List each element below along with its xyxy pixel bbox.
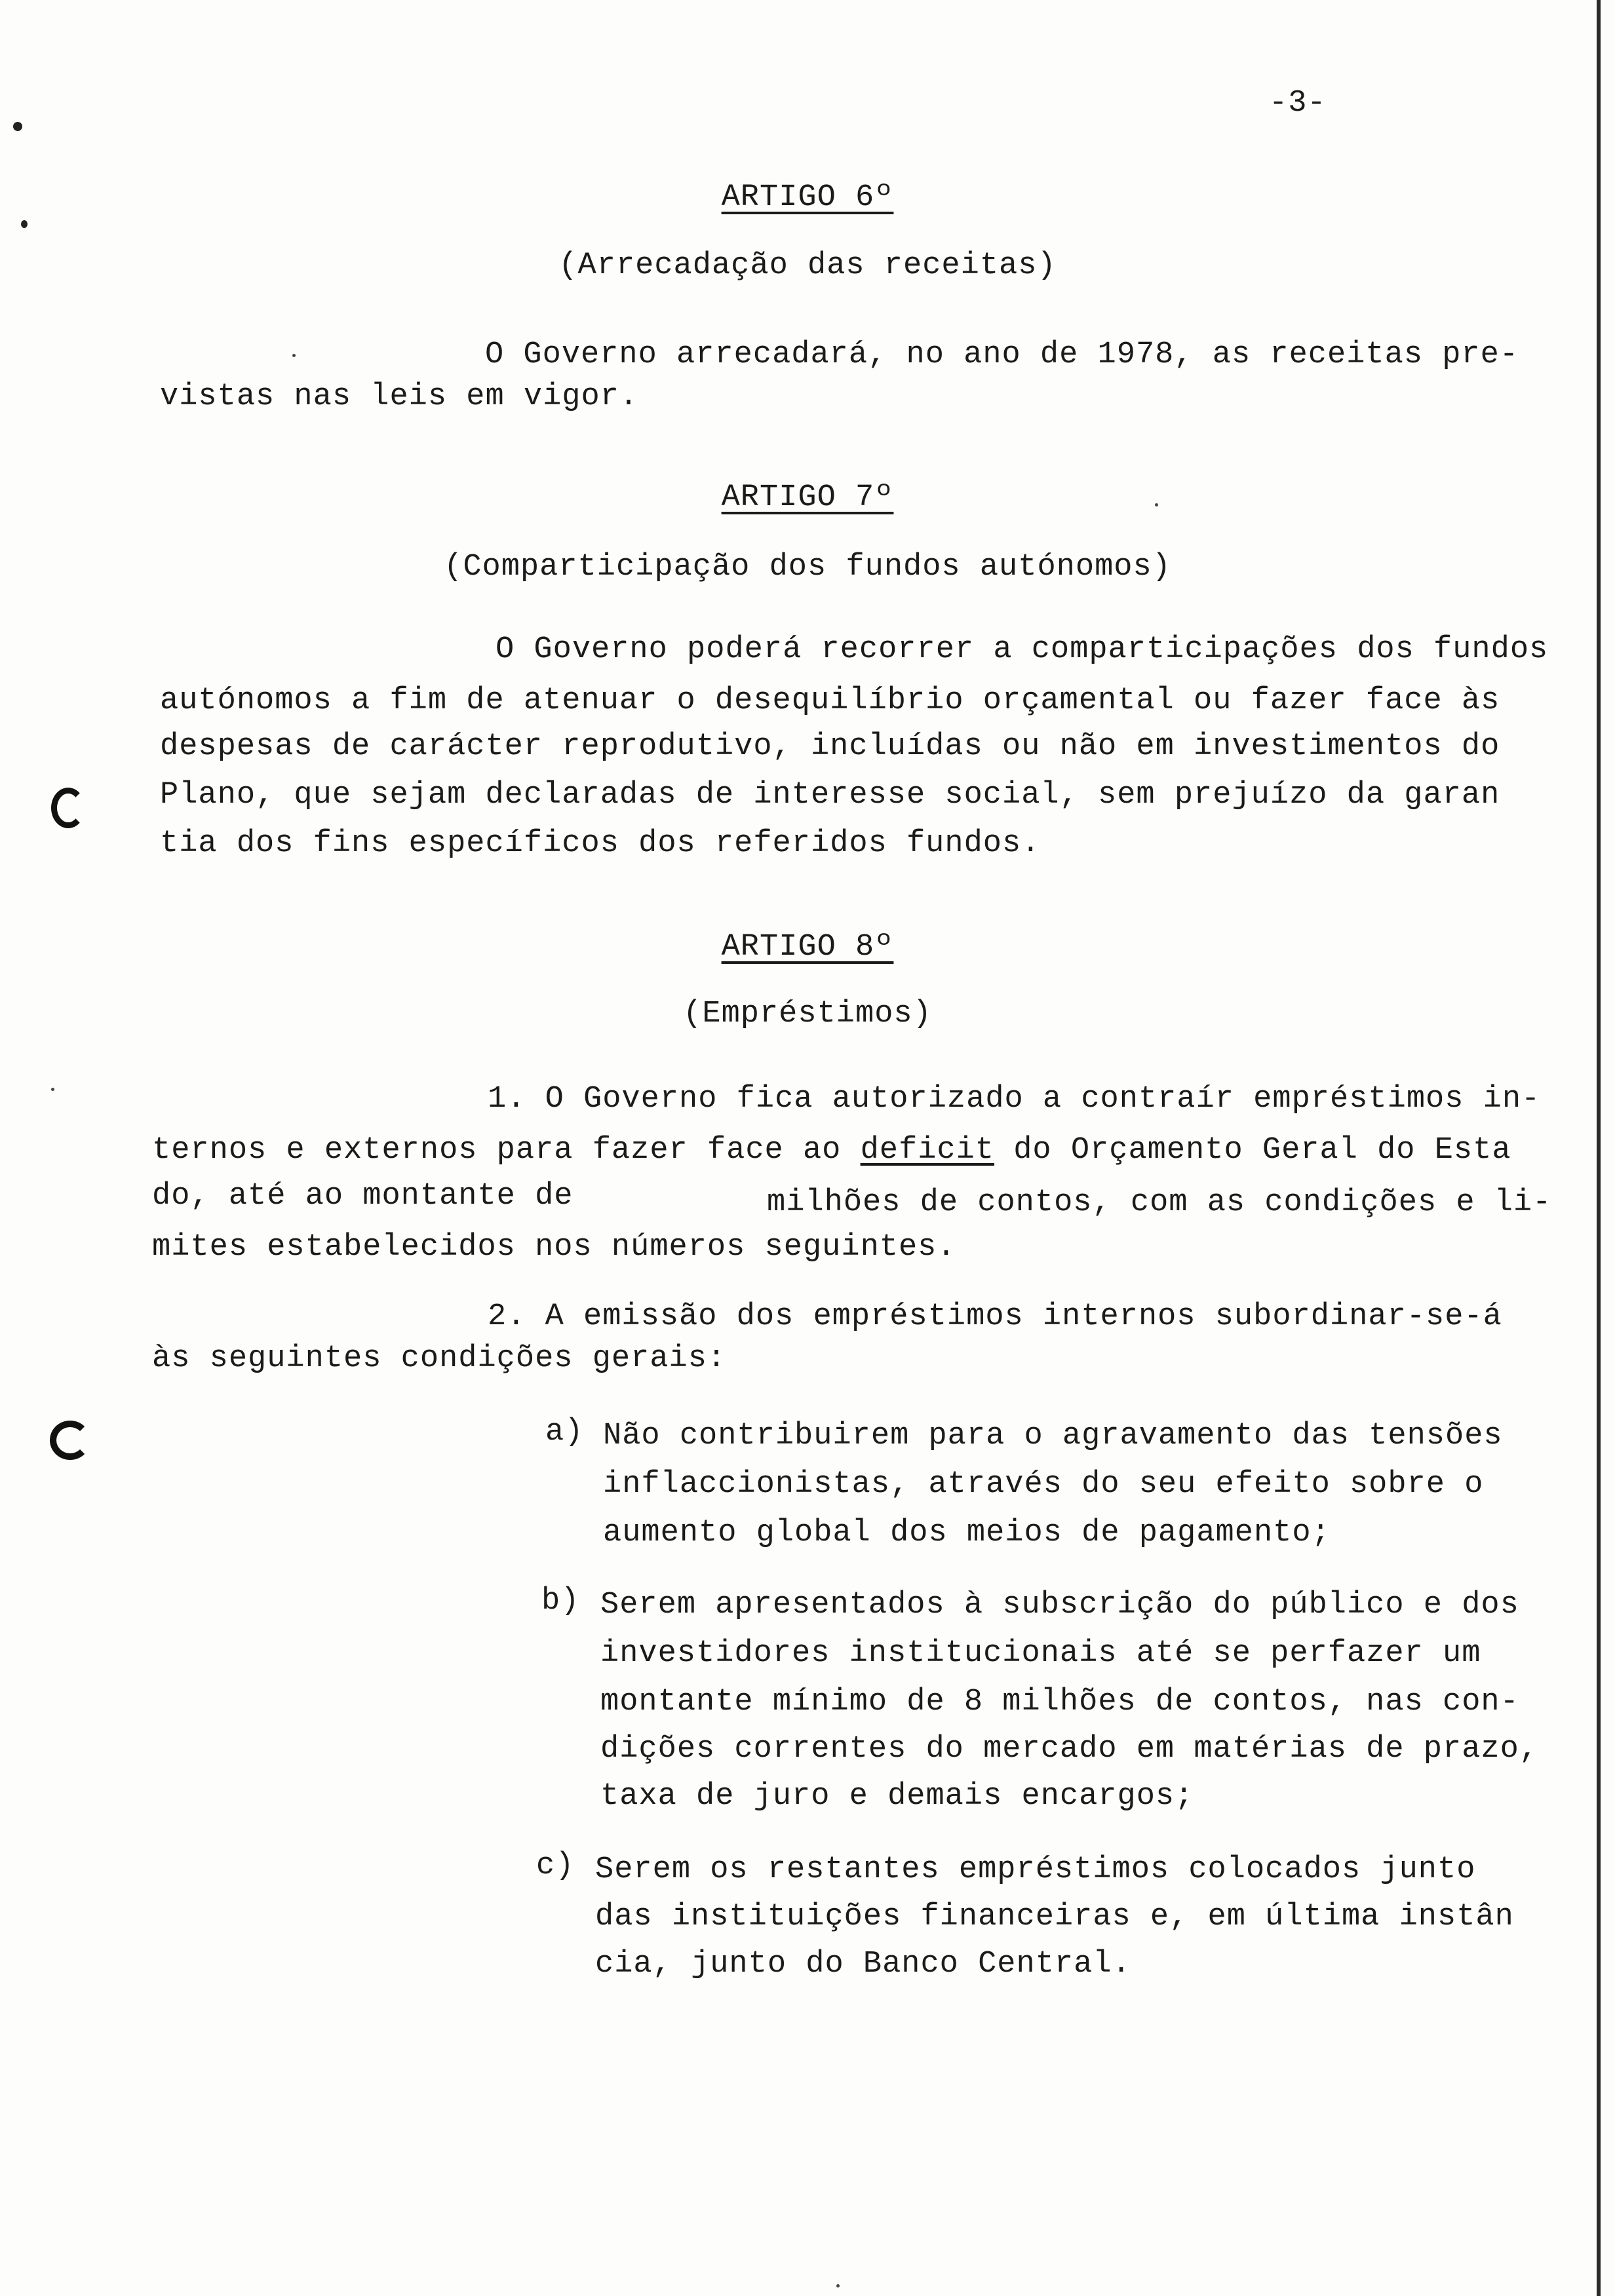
list-item-marker: c) [536,1848,575,1883]
punch-hole-mark [50,1421,90,1460]
article-8-para2-line: 2. A emissão dos empréstimos internos subordinar-se-á [488,1299,1502,1334]
page-number: -3- [1269,86,1327,121]
article-7-text-line: Plano, que sejam declaradas de interesse social, sem prejuízo da garan [160,778,1500,813]
article-8-para1-line: 1. O Governo fica autorizado a contraír empréstimos in- [488,1082,1541,1117]
list-item-line: Não contribuirem para o agravamento das tensões [603,1419,1503,1453]
binding-edge [1597,0,1601,2296]
article-6-text-line: O Governo arrecadará, no ano de 1978, as receitas pre- [485,337,1519,372]
list-item-line: investidores institucionais até se perfazer um [600,1636,1481,1671]
list-item-line: Serem os restantes empréstimos colocados junto [595,1852,1476,1887]
list-item-line: cia, junto do Banco Central. [595,1947,1131,1981]
speck [51,1088,54,1091]
margin-dot [13,122,22,131]
list-item-line: inflaccionistas, através do seu efeito sobre o [603,1467,1484,1502]
article-8-para1-line [152,1131,1511,1170]
article-6-subtitle: (Arrecadação das receitas) [558,248,1057,283]
article-7-text-line: despesas de carácter reprodutivo, incluídas ou não em investimentos do [160,729,1500,764]
speck [292,354,296,357]
article-7-text-line: O Governo poderá recorrer a comparticipações dos fundos [496,632,1549,667]
text-run: ternos e externos para fazer face ao [152,1133,861,1168]
list-item-line: das instituições financeiras e, em última instân [595,1900,1514,1934]
article-7-text-line: autónomos a fim de atenuar o desequilíbrio orçamental ou fazer face às [160,683,1500,718]
article-6-heading: ARTIGO 6º [721,180,894,215]
article-8-para1-line: do, até ao montante de [152,1179,574,1214]
article-7-subtitle: (Comparticipação dos fundos autónomos) [444,550,1171,584]
article-8-para1-line: milhões de contos, com as condições e li- [767,1185,1552,1220]
list-item-line: aumento global dos meios de pagamento; [603,1516,1331,1550]
article-7-text-line: tia dos fins específicos dos referidos fundos. [160,826,1041,861]
list-item-line: taxa de juro e demais encargos; [600,1779,1194,1814]
article-7-heading: ARTIGO 7º [721,480,894,515]
article-8-heading: ARTIGO 8º [721,930,894,965]
speck [836,2284,840,2287]
underlined-term: deficit [860,1133,995,1168]
article-8-para2-line: às seguintes condições gerais: [152,1341,727,1376]
article-8-para1-line: mites estabelecidos nos números seguintes. [152,1230,956,1265]
article-8-subtitle: (Empréstimos) [683,997,932,1031]
list-item-line: montante mínimo de 8 milhões de contos, nas con- [600,1685,1519,1719]
margin-dot [21,220,28,228]
list-item-marker: a) [545,1415,584,1449]
list-item-line: Serem apresentados à subscrição do público e dos [600,1588,1519,1622]
punch-hole-mark [51,788,85,828]
article-6-text-line: vistas nas leis em vigor. [160,379,639,414]
list-item-line: dições correntes do mercado em matérias de prazo, [600,1732,1539,1767]
text-run: do Orçamento Geral do Esta [994,1133,1511,1168]
list-item-marker: b) [541,1584,580,1618]
